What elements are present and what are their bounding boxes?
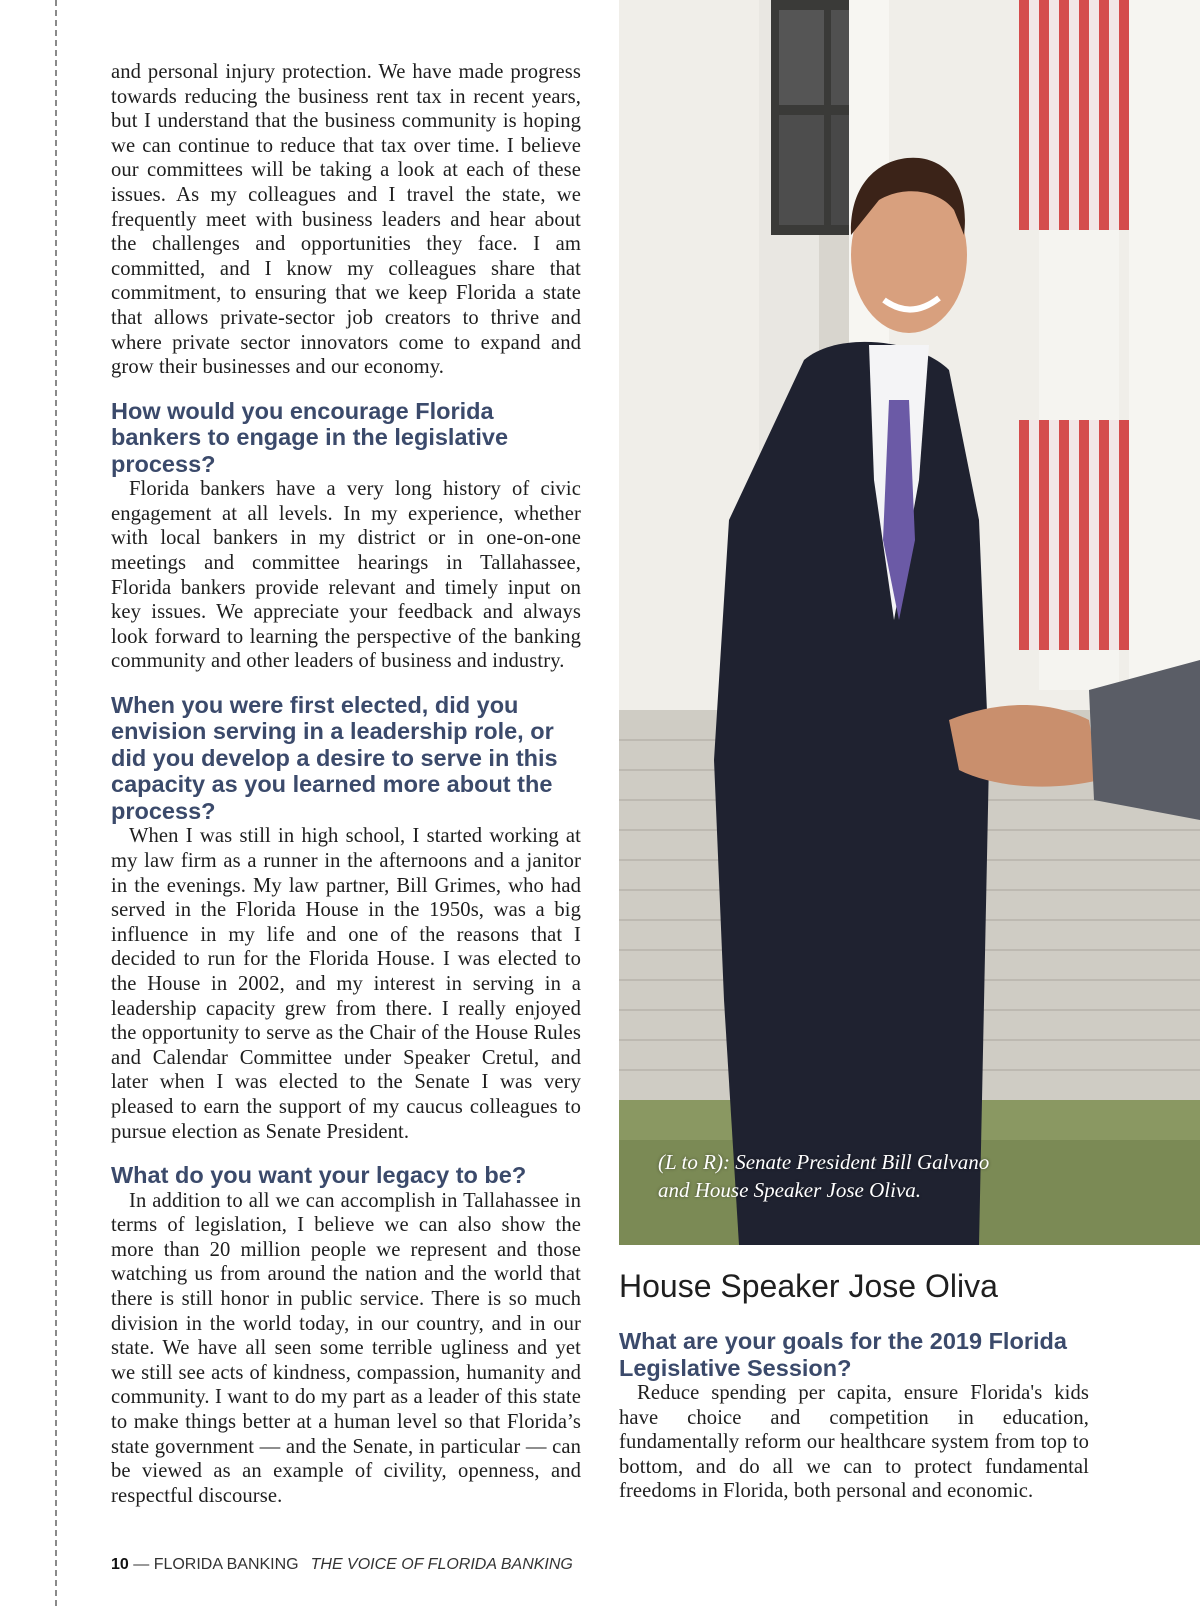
publication-name: — FLORIDA BANKING	[128, 1556, 299, 1573]
answer-leadership-role: When I was still in high school, I started working at my law firm as a runner in the afternoons and a janitor in the evenings. My law partner, Bill Grimes, who had served in the Florida House in the 1950s, was a big influence in my life and one of the reasons that I decided to run for the Florida House. I was elected to the House in 2002, and my interest in serving in a leadership capacity grew from there. I really enjoyed the opportunity to serve as the Chair of the House Rules and Calendar Committee under Speaker Cretul, and later when I was elected to the Senate I was very pleased to earn the support of my caucus colleagues to pursue election as Senate President.	[111, 825, 581, 1143]
question-encourage-bankers: How would you encourage Florida bankers to engage in the legislative process?	[111, 397, 509, 477]
photo-illustration	[619, 0, 1200, 1245]
question-legacy: What do you want your legacy to be?	[111, 1162, 527, 1189]
question-leadership-role: When you were first elected, did you envision serving in a leadership role, or did you develop a desire to serve in this capacity as you learned more about the process?	[111, 691, 558, 824]
answer-legacy: In addition to all we can accomplish in Tallahassee in terms of legislation, I believe we can also show the more than 20 million people we represent and those watching us from around the nation and the world that there is still honor in public service. There is so much division in the world today, in our country, and in our state. We have all seen some terrible ugliness and yet we still see acts of kindness, compassion, humanity and community. I want to do my part as a leader of this state to make things better at a human level so that Florida’s state government — and the Senate, in particular — can be viewed as an example of civility, openness, and respectful discourse.	[111, 1189, 581, 1507]
photo-caption	[658, 1148, 1178, 1204]
publication-tagline: THE VOICE OF FLORIDA BANKING	[310, 1556, 573, 1573]
intro-paragraph: and personal injury protection. We have made progress towards reducing the business rent tax in recent years, but I understand that the business community is hoping we can continue to reduce that tax over time. I believe our committees will be taking a look at each of these issues. As my colleagues and I travel the state, we frequently meet with business leaders and hear about the challenges and opportunities they face. I am committed, and I know my colleagues share that commitment, to ensuring that we keep Florida a state that allows private-sector job creators to thrive and where private sector innovators come to expand and grow their businesses and our economy.	[111, 61, 581, 379]
caption-line-1: (L to R): Senate President Bill Galvano	[658, 1150, 990, 1174]
caption-line-2: and House Speaker Jose Oliva.	[658, 1178, 922, 1202]
left-article-column	[111, 60, 581, 1508]
right-article-column	[619, 1266, 1089, 1504]
page-edge-dashed-line	[55, 0, 57, 1606]
question-session-goals: What are your goals for the 2019 Florida Legislative Session?	[619, 1328, 1067, 1381]
section-heading-speaker: House Speaker Jose Oliva	[619, 1268, 998, 1304]
page-footer	[111, 1556, 573, 1574]
page-number: 10	[111, 1556, 129, 1573]
photo-handshake	[619, 0, 1200, 1245]
answer-session-goals: Reduce spending per capita, ensure Florida's kids have choice and competition in education, fundamentally reform our healthcare system from top to bottom, and do all we can to protect fundamental freedoms in Florida, both personal and economic.	[619, 1382, 1089, 1503]
answer-encourage-bankers: Florida bankers have a very long history of civic engagement at all levels. In my experience, whether with local bankers in my district or in one-on-one meetings and committee hearings in Tallahassee, Florida bankers provide relevant and timely input on key issues. We appreciate your feedback and always look forward to learning the perspective of the banking community and other leaders of business and industry.	[111, 478, 581, 673]
